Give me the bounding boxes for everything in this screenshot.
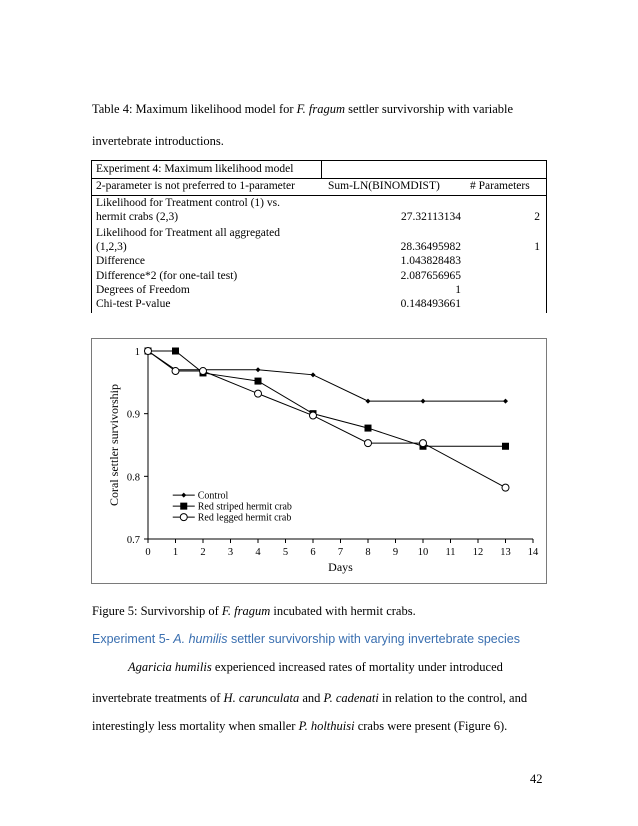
legend-label: Red legged hermit crab (197, 512, 292, 524)
series-red-legged-hermit-crab (145, 348, 510, 492)
diamond-marker (311, 372, 316, 377)
chart-legend (173, 491, 292, 524)
table-row-label: Likelihood for Treatment all aggregated (96, 227, 280, 239)
y-tick-label: 0.9 (126, 409, 140, 421)
x-tick-label: 8 (365, 547, 371, 558)
table-row-label: Chi-test P-value (96, 298, 171, 310)
paragraph-text: invertebrate treatments of (92, 691, 224, 705)
table-header-sum: Sum-LN(BINOMDIST) (328, 180, 440, 192)
table-caption-species: F. fragum (296, 102, 346, 116)
likelihood-table (91, 160, 547, 313)
figure-caption-species: F. fragum (221, 604, 271, 618)
circle-marker (172, 368, 179, 375)
section-heading-suffix: settler survivorship with varying invertebrate species (227, 632, 520, 646)
paragraph-text: experienced increased rates of mortality under introduced (211, 660, 503, 674)
x-tick-label: 6 (310, 547, 316, 558)
circle-marker (255, 390, 262, 397)
table-row-label: Difference (96, 255, 145, 267)
figure-caption (92, 604, 416, 619)
x-tick-label: 9 (392, 547, 399, 558)
square-marker (502, 443, 509, 450)
table-row-label: hermit crabs (2,3) (96, 211, 179, 223)
table-row-sum: 0.148493661 (400, 298, 461, 310)
page-number: 42 (530, 772, 543, 786)
x-tick-label: 4 (255, 547, 261, 558)
diamond-marker (421, 399, 426, 404)
square-marker (180, 503, 187, 510)
table-row-label: Degrees of Freedom (96, 284, 190, 296)
circle-marker (365, 440, 372, 447)
circle-marker (200, 368, 207, 375)
legend-label: Control (197, 490, 229, 502)
section-heading (92, 632, 520, 646)
paragraph-line-3 (92, 719, 507, 734)
circle-marker (420, 440, 427, 447)
chart-svg (92, 339, 546, 583)
table-row-label: (1,2,3) (96, 241, 127, 253)
paragraph-text: interestingly less mortality when smaller (92, 719, 299, 733)
table-row-sum: 1.043828483 (400, 255, 461, 267)
table-row-sum: 1 (455, 284, 461, 296)
x-tick-label: 2 (200, 547, 206, 558)
table-caption-line2: invertebrate introductions. (92, 134, 224, 148)
table-row-params: 2 (534, 211, 540, 223)
table-row-label: Difference*2 (for one-tail test) (96, 270, 238, 282)
x-tick-label: 7 (337, 547, 344, 558)
y-tick-label: 0.7 (126, 535, 140, 546)
diamond-marker (256, 367, 261, 372)
paragraph-species: H. carunculata (223, 691, 300, 705)
x-tick-label: 0 (145, 547, 151, 558)
table-row-label: Likelihood for Treatment control (1) vs. (96, 197, 280, 209)
y-tick-label: 0.8 (126, 472, 140, 484)
legend-label: Red striped hermit crab (197, 501, 292, 513)
square-marker (172, 348, 179, 355)
figure-caption-prefix: Figure 5: Survivorship of (92, 604, 222, 618)
circle-marker (180, 514, 187, 521)
section-heading-prefix: Experiment 5- (92, 632, 174, 646)
figure-caption-suffix: incubated with hermit crabs. (270, 604, 416, 618)
table-header-params: # Parameters (470, 180, 530, 192)
x-tick-label: 12 (472, 547, 484, 558)
table-row-sum: 28.36495982 (400, 241, 461, 253)
series-line (148, 351, 506, 446)
paragraph-line-2 (92, 691, 527, 706)
section-heading-species: A. humilis (173, 632, 228, 646)
table-row-sum: 27.32113134 (401, 211, 461, 223)
x-tick-label: 13 (500, 547, 511, 558)
x-ticks (145, 539, 539, 558)
x-tick-label: 1 (172, 547, 179, 558)
table-row-sum: 2.087656965 (400, 270, 461, 282)
table-caption (92, 102, 513, 117)
square-marker (255, 378, 262, 385)
paragraph-line-1 (128, 660, 503, 675)
x-axis-title: Days (328, 560, 353, 574)
y-axis-title: Coral settler survivorship (107, 384, 121, 506)
paragraph-species: P. cadenati (323, 691, 379, 705)
square-marker (365, 425, 372, 432)
diamond-marker (181, 493, 186, 498)
paragraph-text: and (299, 691, 324, 705)
x-tick-label: 11 (445, 547, 456, 558)
table-caption-suffix: settler survivorship with variable (345, 102, 514, 116)
y-ticks (127, 347, 148, 546)
diamond-marker (503, 399, 508, 404)
x-tick-label: 10 (417, 547, 429, 558)
series-red-striped-hermit-crab (145, 348, 510, 450)
table-caption-prefix: Table 4: Maximum likelihood model for (92, 102, 297, 116)
circle-marker (145, 348, 152, 355)
series-layer (145, 348, 510, 492)
table-header-model: 2-parameter is not preferred to 1-parameter (96, 180, 295, 192)
x-tick-label: 14 (527, 547, 539, 558)
y-tick-label: 1 (134, 347, 140, 358)
survivorship-chart (91, 338, 547, 584)
diamond-marker (366, 399, 371, 404)
x-tick-label: 3 (227, 547, 234, 558)
paragraph-text: in relation to the control, and (378, 691, 528, 705)
paragraph-species: P. holthuisi (298, 719, 355, 733)
table-title: Experiment 4: Maximum likelihood model (96, 163, 294, 175)
paragraph-species: Agaricia humilis (128, 660, 212, 674)
circle-marker (502, 484, 509, 491)
paragraph-text: crabs were present (Figure 6). (354, 719, 508, 733)
circle-marker (310, 412, 317, 419)
table-row-params: 1 (534, 241, 540, 253)
x-tick-label: 5 (282, 547, 289, 558)
